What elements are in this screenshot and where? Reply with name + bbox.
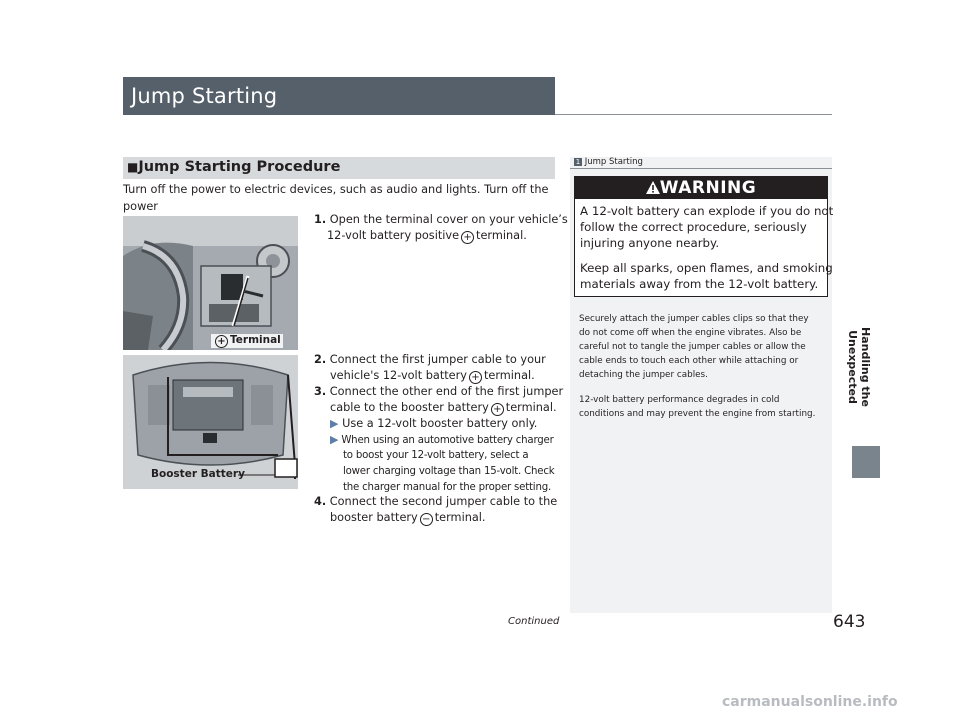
- step-text: cable to the booster battery: [330, 401, 489, 414]
- step-3-cont: [330, 400, 557, 416]
- step-text: Connect the other end of the first jumper: [329, 385, 564, 398]
- note-line: detaching the jumper cables.: [579, 370, 708, 380]
- warning-line: Keep all sparks, open flames, and smoking: [580, 261, 833, 275]
- warning-line: follow the correct procedure, seriously: [580, 220, 807, 234]
- step-text: Open the terminal cover on your vehicle’s: [329, 213, 568, 226]
- note-text: Use a 12-volt booster battery only.: [342, 417, 538, 430]
- step-2-cont: [330, 368, 535, 384]
- warning-line: injuring anyone nearby.: [580, 236, 720, 250]
- panel-rule: [570, 168, 832, 169]
- note-text: the charger manual for the proper setting.: [343, 482, 552, 493]
- note-text: When using an automotive battery charger: [341, 435, 554, 446]
- note-line: 12-volt battery performance degrades in cold: [579, 395, 780, 405]
- engine-bay-illustration: [123, 216, 298, 350]
- plus-terminal-icon: +: [491, 403, 504, 416]
- step-4: [314, 494, 557, 510]
- step-text: terminal.: [505, 401, 557, 414]
- step-3-note-1: [330, 416, 537, 432]
- step-number: 3.: [314, 385, 327, 398]
- section-title: [127, 159, 340, 175]
- panel-label-text: Jump Starting: [584, 157, 643, 167]
- step-3: [314, 384, 563, 400]
- note-line: Securely attach the jumper cables clips so that they: [579, 314, 809, 324]
- step-text: Connect the first jumper cable to your: [329, 353, 546, 366]
- step-text: terminal.: [476, 229, 527, 242]
- panel-label: [574, 157, 643, 167]
- terminal-callout-text: Terminal: [230, 334, 281, 346]
- terminal-callout: [211, 334, 283, 348]
- step-text: Connect the second jumper cable to the: [329, 495, 558, 508]
- warning-line: A 12-volt battery can explode if you do not: [580, 204, 834, 218]
- page-number: 643: [833, 612, 866, 632]
- booster-battery-callout: Booster Battery: [151, 468, 245, 480]
- section-bullet-icon: ■: [127, 160, 139, 174]
- continued-label: Continued: [508, 616, 560, 627]
- step-text: booster battery: [330, 511, 418, 524]
- warning-triangle-icon: [646, 181, 660, 194]
- chapter-side-label: [846, 290, 872, 450]
- chapter-tab-marker: [852, 446, 880, 478]
- step-number: 4.: [314, 495, 327, 508]
- intro-line: Turn off the power to electric devices, such as audio and lights. Turn off the power: [123, 183, 549, 213]
- warning-line: materials away from the 12-volt battery.: [580, 277, 819, 291]
- step-1: [314, 212, 568, 228]
- step-text: 12-volt battery positive: [327, 229, 460, 242]
- note-line: do not come off when the engine vibrates. Also be: [579, 328, 802, 338]
- minus-terminal-icon: −: [420, 513, 433, 526]
- chapter-side-label-text: Handling the Unexpected: [846, 327, 872, 407]
- arrow-icon: ▶: [330, 433, 339, 446]
- panel-note-2: [579, 393, 815, 421]
- note-line: cable ends to touch each other while attaching or: [579, 356, 799, 366]
- note-text: to boost your 12-volt battery, select a: [343, 450, 529, 461]
- warning-text: [580, 260, 833, 292]
- watermark: carmanualsonline.info: [722, 694, 898, 710]
- panel-note-1: [579, 312, 809, 382]
- battery-terminal-figure: [123, 216, 298, 350]
- note-line: careful not to tangle the jumper cables or allow the: [579, 342, 806, 352]
- warning-text: [580, 203, 833, 251]
- section-title-text: Jump Starting Procedure: [138, 159, 341, 175]
- step-3-note-2: [330, 432, 554, 449]
- step-1-cont: [327, 228, 527, 244]
- warning-title-text: WARNING: [659, 178, 757, 198]
- booster-battery-figure: [123, 355, 298, 489]
- plus-terminal-icon: +: [461, 231, 474, 244]
- note-text: lower charging voltage than 15-volt. Check: [343, 466, 555, 477]
- page-title: Jump Starting: [131, 84, 278, 108]
- reference-icon: 1: [575, 158, 581, 166]
- step-2: [314, 352, 546, 368]
- step-4-cont: [330, 510, 486, 526]
- arrow-icon: ▶: [330, 417, 339, 430]
- title-rule: [555, 114, 832, 115]
- warning-title: [575, 177, 827, 199]
- note-line: conditions and may prevent the engine from starting.: [579, 409, 816, 419]
- step-text: terminal.: [483, 369, 535, 382]
- plus-terminal-icon: +: [469, 371, 482, 384]
- step-text: vehicle's 12-volt battery: [330, 369, 467, 382]
- plus-terminal-icon: +: [215, 335, 228, 348]
- step-number: 2.: [314, 353, 327, 366]
- step-number: 1.: [314, 213, 327, 226]
- step-text: terminal.: [434, 511, 486, 524]
